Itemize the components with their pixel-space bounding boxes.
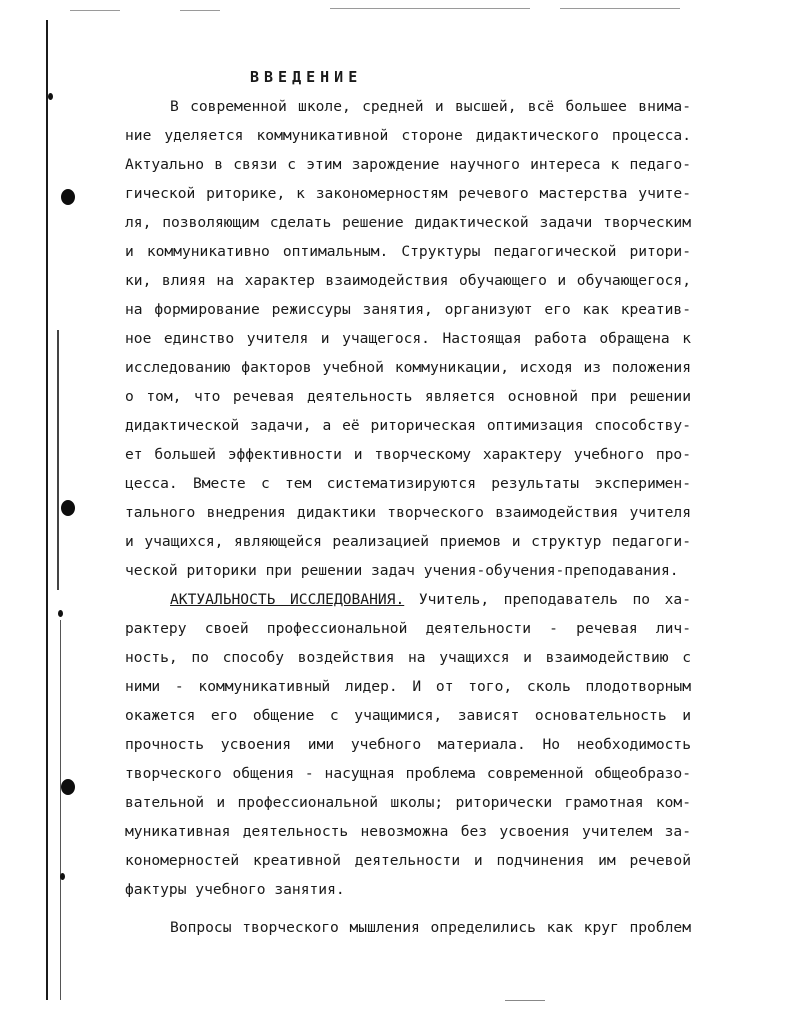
text-line: тального внедрения дидактики творческого взаимодействия учителя [125,504,691,521]
punch-dot [60,873,65,880]
text-line [170,590,691,610]
text-line: дидактической задачи, а её риторическая оптимизация способству- [125,417,691,434]
text-line: окажется его общение с учащимися, зависят основательность и [125,707,691,724]
text-line: и учащихся, являющейся реализацией приемов и структур педагоги- [125,533,691,550]
text-line: вательной и профессиональной школы; риторически грамотная ком- [125,794,691,811]
text-line: ность, по способу воздействия на учащихся и взаимодействию с [125,649,691,666]
punch-hole [61,779,75,795]
binding-edge-line [60,620,61,1000]
text-line: на формирование режиссуры занятия, организуют его как креатив- [125,301,691,318]
text-line: Актуально в связи с этим зарождение научного интереса к педаго- [125,156,691,173]
text-line: исследованию факторов учебной коммуникации, исходя из положения [125,359,691,376]
text-line: ки, влияя на характер взаимодействия обучающего и обучающегося, [125,272,691,289]
text-line: фактуры учебного занятия. [125,881,345,898]
scan-mark [560,8,680,9]
punch-dot [58,610,63,617]
text-line: ними - коммуникативный лидер. И от того, сколь плодотворным [125,678,691,695]
scan-mark [180,10,220,11]
punch-hole [61,189,75,205]
punch-hole [61,500,75,516]
text-line: рактеру своей профессиональной деятельности - речевая лич- [125,620,691,637]
text-line: цесса. Вместе с тем систематизируются результаты эксперимен- [125,475,691,492]
binding-edge-line [57,330,59,590]
text-line: ля, позволяющим сделать решение дидактической задачи творческим [125,214,691,231]
scan-mark [505,1000,545,1001]
text-line: В современной школе, средней и высшей, всё большее внима- [170,98,691,115]
text-line: и коммуникативно оптимальным. Структуры педагогической ритори- [125,243,691,260]
text-line: Вопросы творческого мышления определились как круг проблем [170,919,691,936]
scan-mark [70,10,120,11]
text-line: ное единство учителя и учащегося. Настоящая работа обращена к [125,330,691,347]
text-line: ческой риторики при решении задач учения-обучения-преподавания. [125,562,679,579]
text-line: творческого общения - насущная проблема современной общеобразо- [125,765,691,782]
section-title: АКТУАЛЬНОСТЬ ИССЛЕДОВАНИЯ. [170,591,405,608]
text-span: Учитель, преподаватель по ха- [418,591,691,608]
text-line: о том, что речевая деятельность является основной при решении [125,388,691,405]
punch-dot [48,93,53,100]
text-line: гической риторике, к закономерностям речевого мастерства учите- [125,185,691,202]
scan-mark [330,8,530,9]
text-line: кономерностей креативной деятельности и подчинения им речевой [125,852,691,869]
page-title: ВВЕДЕНИЕ [250,68,363,86]
text-line: ет большей эффективности и творческому характеру учебного про- [125,446,691,463]
binding-edge-line [46,20,48,1000]
text-line: ние уделяется коммуникативной стороне дидактического процесса. [125,127,691,144]
text-line: прочность усвоения ими учебного материала. Но необходимость [125,736,691,753]
text-line: муникативная деятельность невозможна без усвоения учителем за- [125,823,691,840]
